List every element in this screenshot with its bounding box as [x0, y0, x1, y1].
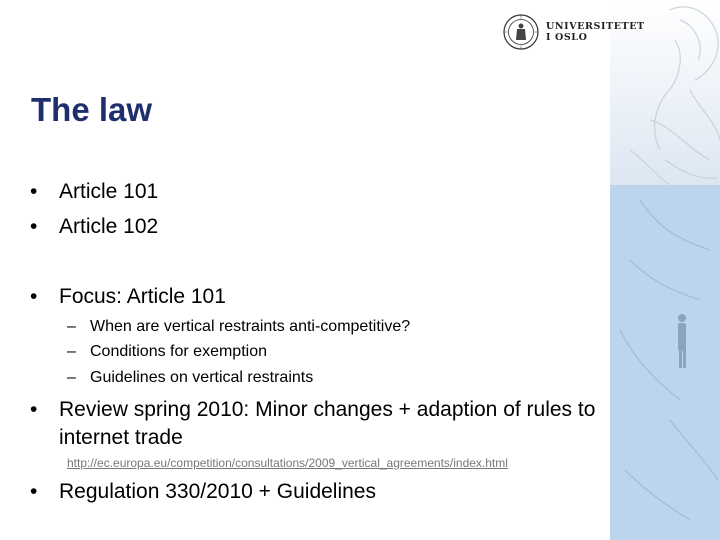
sub-bullet-item: [67, 365, 313, 391]
bullet-text: Article 102: [59, 215, 159, 238]
logo-line-2: I OSLO: [546, 32, 588, 43]
bullet-text: Review spring 2010: Minor changes + adaption of rules to internet trade: [59, 398, 596, 449]
logo-wordmark: [546, 21, 645, 43]
logo-line-1: UNIVERSITETET: [546, 21, 645, 32]
bullet-item: [30, 283, 226, 311]
bullet-text: Focus: Article 101: [59, 285, 226, 308]
consultation-link[interactable]: http://ec.europa.eu/competition/consultations/2009_vertical_agreements/index.html: [67, 456, 508, 470]
bullet-item: [30, 178, 158, 206]
slide-title: The law: [31, 91, 153, 128]
side-decoration-image: [610, 0, 720, 540]
university-seal-icon: [503, 14, 539, 50]
sub-bullet-text: Conditions for exemption: [90, 343, 267, 360]
sub-bullet-item: [67, 314, 410, 340]
sub-bullet-text: When are vertical restraints anti-competitive?: [90, 318, 411, 335]
bullet-marker: •: [30, 180, 38, 203]
sub-bullet-marker: –: [67, 369, 76, 386]
bullet-text: Regulation 330/2010 + Guidelines: [59, 480, 376, 503]
sub-bullet-item: [67, 339, 267, 365]
bullet-text: Article 101: [59, 180, 159, 203]
sub-bullet-marker: –: [67, 343, 76, 360]
bullet-marker: •: [30, 480, 38, 503]
bullet-marker: •: [30, 215, 38, 238]
sub-bullet-text: Guidelines on vertical restraints: [90, 369, 314, 386]
bullet-marker: •: [30, 285, 38, 308]
bullet-item: [30, 213, 158, 241]
bullet-item: [30, 478, 376, 506]
bullet-marker: •: [30, 398, 38, 421]
bullet-item: [30, 396, 610, 452]
university-logo: [503, 14, 645, 50]
sub-bullet-marker: –: [67, 318, 76, 335]
